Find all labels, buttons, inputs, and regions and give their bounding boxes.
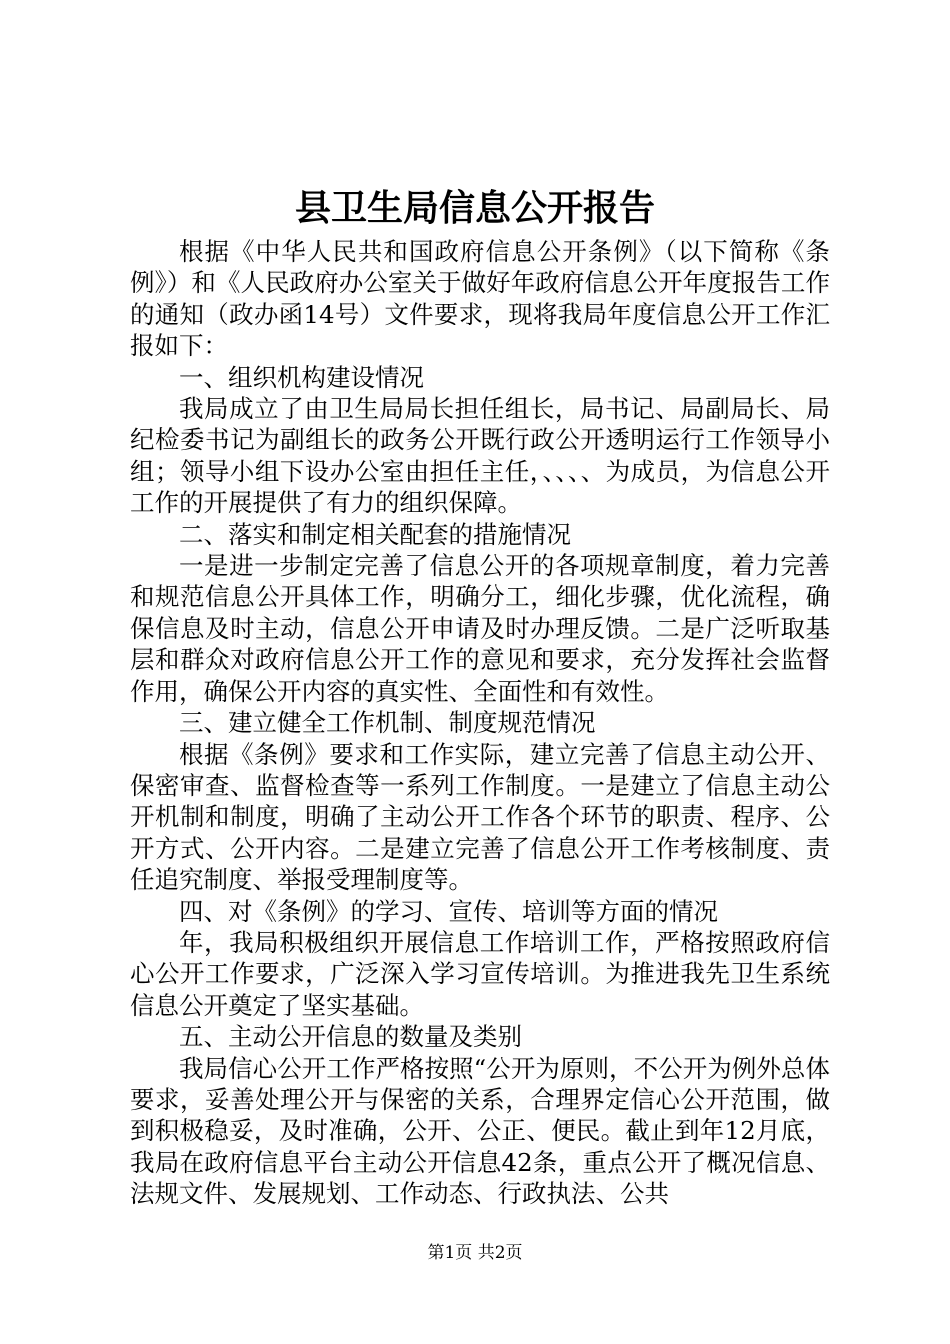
- page-footer: 第1页 共2页: [427, 1243, 523, 1263]
- section-heading-3: 三、建立健全工作机制、制度规范情况: [179, 708, 596, 738]
- section-heading-4: 四、对《条例》的学习、宣传、培训等方面的情况: [179, 896, 718, 926]
- document-title: 县卫生局信息公开报告: [294, 187, 655, 229]
- paragraph-section-1: 我局成立了由卫生局局长担任组长，局书记、局副局长、局纪检委书记为副组长的政务公开既行政公开透明运行工作领导小组；领导小组下设办公室由担任主任，、、、、为成员，为信息公开工作的开展提供了有力的组织保障。: [130, 394, 830, 518]
- paragraph-section-4: 年，我局积极组织开展信息工作培训工作，严格按照政府信心公开工作要求，广泛深入学习宣传培训。为推进我先卫生系统信息公开奠定了坚实基础。: [130, 927, 830, 1020]
- section-heading-1: 一、组织机构建设情况: [179, 362, 424, 392]
- paragraph-section-5: 我局信心公开工作严格按照“公开为原则，不公开为例外总体要求，妥善处理公开与保密的关系，合理界定信心公开范围，做到积极稳妥，及时准确，公开、公正、便民。截止到年12月底，我局在政府信息平台主动公开信息42条，重点公开了概况信息、法规文件、发展规划、工作动态、行政执法、公共: [130, 1053, 830, 1209]
- section-heading-2: 二、落实和制定相关配套的措施情况: [179, 519, 571, 549]
- document-body: [130, 236, 830, 1210]
- section-heading-5: 五、主动公开信息的数量及类别: [179, 1022, 522, 1052]
- paragraph-intro: 根据《中华人民共和国政府信息公开条例》（以下简称《条例》）和《人民政府办公室关于做好年政府信息公开年度报告工作的通知（政办函14号）文件要求，现将我局年度信息公开工作汇报如下：: [130, 237, 830, 361]
- paragraph-section-2: 一是进一步制定完善了信息公开的各项规章制度，着力完善和规范信息公开具体工作，明确分工，细化步骤，优化流程，确保信息及时主动，信息公开申请及时办理反馈。二是广泛听取基层和群众对政府信息公开工作的意见和要求，充分发挥社会监督作用，确保公开内容的真实性、全面性和有效性。: [130, 551, 830, 706]
- paragraph-section-3: 根据《条例》要求和工作实际，建立完善了信息主动公开、保密审查、监督检查等一系列工作制度。一是建立了信息主动公开机制和制度，明确了主动公开工作各个环节的职责、程序、公开方式、公开内容。二是建立完善了信息公开工作考核制度、责任追究制度、举报受理制度等。: [130, 739, 830, 895]
